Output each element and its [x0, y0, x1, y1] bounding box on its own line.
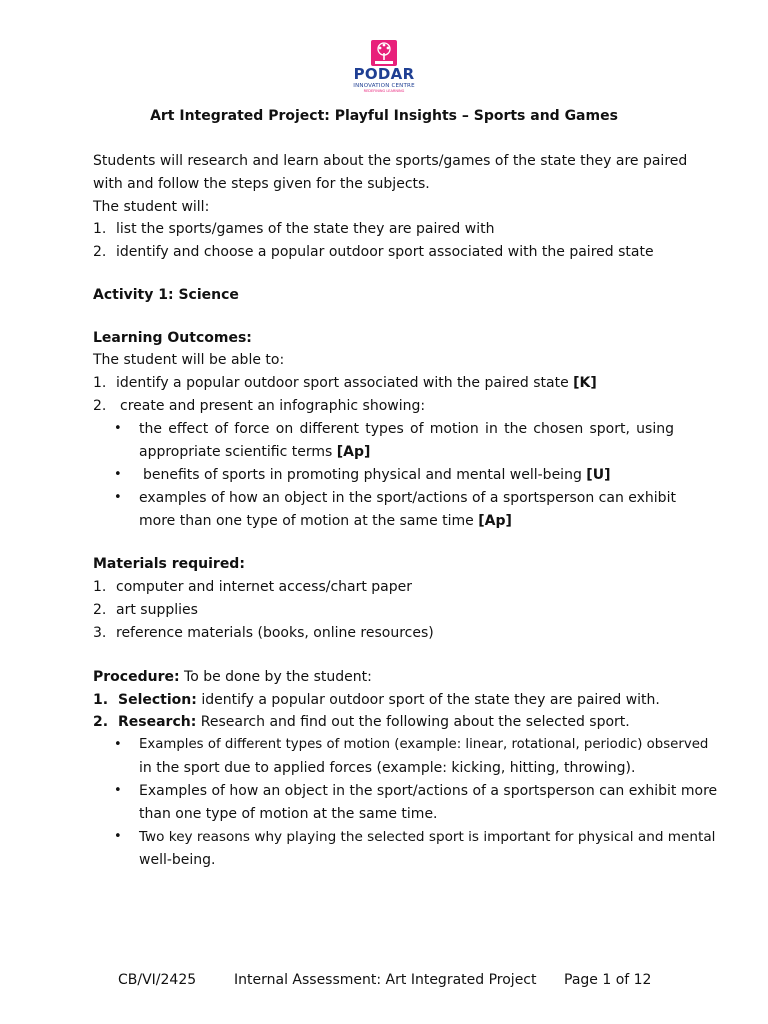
- material-2-num: 2.: [93, 602, 107, 618]
- bullet-icon: •: [114, 421, 122, 436]
- procedure-bullet-1-line-2: in the sport due to applied forces (example: kicking, hitting, throwing).: [139, 760, 636, 776]
- procedure-lead: To be done by the student:: [184, 669, 372, 685]
- logo-tagline: REDEFINING LEARNING: [363, 89, 405, 93]
- step-2-num: 2.: [93, 714, 109, 730]
- outcome-bullet-1-line-1: the effect of force on different types of motion in the chosen sport, using: [139, 421, 674, 437]
- step-2-text: Research and find out the following about the selected sport.: [200, 714, 630, 730]
- material-3: reference materials (books, online resources): [116, 625, 434, 641]
- outcome-1: [116, 373, 706, 393]
- step-1-num: 1.: [93, 692, 109, 708]
- step-1: [118, 690, 706, 710]
- intro-item-2-num: 2.: [93, 244, 107, 260]
- outcome-bullet-1-text: appropriate scientific terms: [139, 444, 333, 460]
- step-1-text: identify a popular outdoor sport of the state they are paired with.: [201, 692, 660, 708]
- intro-item-2: identify and choose a popular outdoor sport associated with the paired state: [116, 244, 654, 260]
- intro-line-2: with and follow the steps given for the subjects.: [93, 176, 430, 192]
- material-1-num: 1.: [93, 579, 107, 595]
- material-2: art supplies: [116, 602, 198, 618]
- intro-item-1: list the sports/games of the state they are paired with: [116, 221, 495, 237]
- outcome-1-tag: [K]: [573, 375, 597, 391]
- document-title: Art Integrated Project: Playful Insights – Sports and Games: [150, 108, 618, 124]
- bullet-icon: •: [114, 783, 122, 798]
- podar-logo: [347, 37, 421, 95]
- outcome-bullet-1-line-2: [139, 442, 674, 462]
- outcome-bullet-2-tag: [U]: [586, 467, 611, 483]
- procedure-line: [93, 667, 708, 687]
- footer-code: CB/VI/2425: [118, 972, 197, 988]
- bullet-icon: •: [114, 829, 122, 844]
- tree-icon: [371, 40, 397, 66]
- outcome-bullet-3-text: more than one type of motion at the same time: [139, 513, 474, 529]
- materials-heading: Materials required:: [93, 556, 245, 572]
- outcomes-heading: Learning Outcomes:: [93, 330, 252, 346]
- outcome-2-num: 2.: [93, 398, 107, 414]
- outcome-bullet-3-line-1: examples of how an object in the sport/actions of a sportsperson can exhibit: [139, 490, 676, 506]
- material-1: computer and internet access/chart paper: [116, 579, 413, 595]
- bullet-icon: •: [114, 467, 122, 482]
- outcome-bullet-3-tag: [Ap]: [478, 513, 512, 529]
- outcome-1-text: identify a popular outdoor sport associated with the paired state: [116, 375, 569, 391]
- procedure-bullet-1-line-1: Examples of different types of motion (example: linear, rotational, periodic) observed: [139, 737, 709, 752]
- outcome-bullet-2-text: benefits of sports in promoting physical and mental well-being: [143, 467, 582, 483]
- tree-emblem-icon: [371, 40, 397, 66]
- footer-title: Internal Assessment: Art Integrated Project: [234, 972, 537, 988]
- intro-line-3: The student will:: [93, 199, 210, 215]
- activity-heading: Activity 1: Science: [93, 287, 239, 303]
- logo-subtitle: INNOVATION CENTRE: [353, 83, 415, 89]
- outcome-bullet-1-tag: [Ap]: [336, 444, 371, 460]
- step-1-label: Selection:: [118, 692, 197, 708]
- outcome-2: create and present an infographic showing:: [120, 398, 426, 414]
- procedure-bullet-2-line-2: than one type of motion at the same time.: [139, 806, 438, 822]
- procedure-bullet-2-line-1: Examples of how an object in the sport/actions of a sportsperson can exhibit more: [139, 783, 718, 799]
- step-2-label: Research:: [118, 714, 197, 730]
- outcomes-lead: The student will be able to:: [93, 352, 285, 368]
- step-2: [118, 712, 706, 732]
- bullet-icon: •: [114, 490, 122, 505]
- procedure-heading: Procedure:: [93, 669, 180, 685]
- outcome-1-num: 1.: [93, 375, 107, 391]
- outcome-bullet-3-line-2: [139, 511, 674, 531]
- intro-line-1: Students will research and learn about the sports/games of the state they are paired: [93, 153, 688, 169]
- procedure-bullet-3-line-2: well-being.: [139, 852, 216, 868]
- logo-wordmark: PODAR: [353, 65, 415, 83]
- material-3-num: 3.: [93, 625, 107, 641]
- intro-item-1-num: 1.: [93, 221, 107, 237]
- procedure-bullet-3-line-1: Two key reasons why playing the selected sport is important for physical and mental: [139, 829, 716, 845]
- bullet-icon: •: [114, 737, 122, 752]
- footer-page-number: Page 1 of 12: [564, 972, 652, 988]
- outcome-bullet-2: [143, 465, 674, 485]
